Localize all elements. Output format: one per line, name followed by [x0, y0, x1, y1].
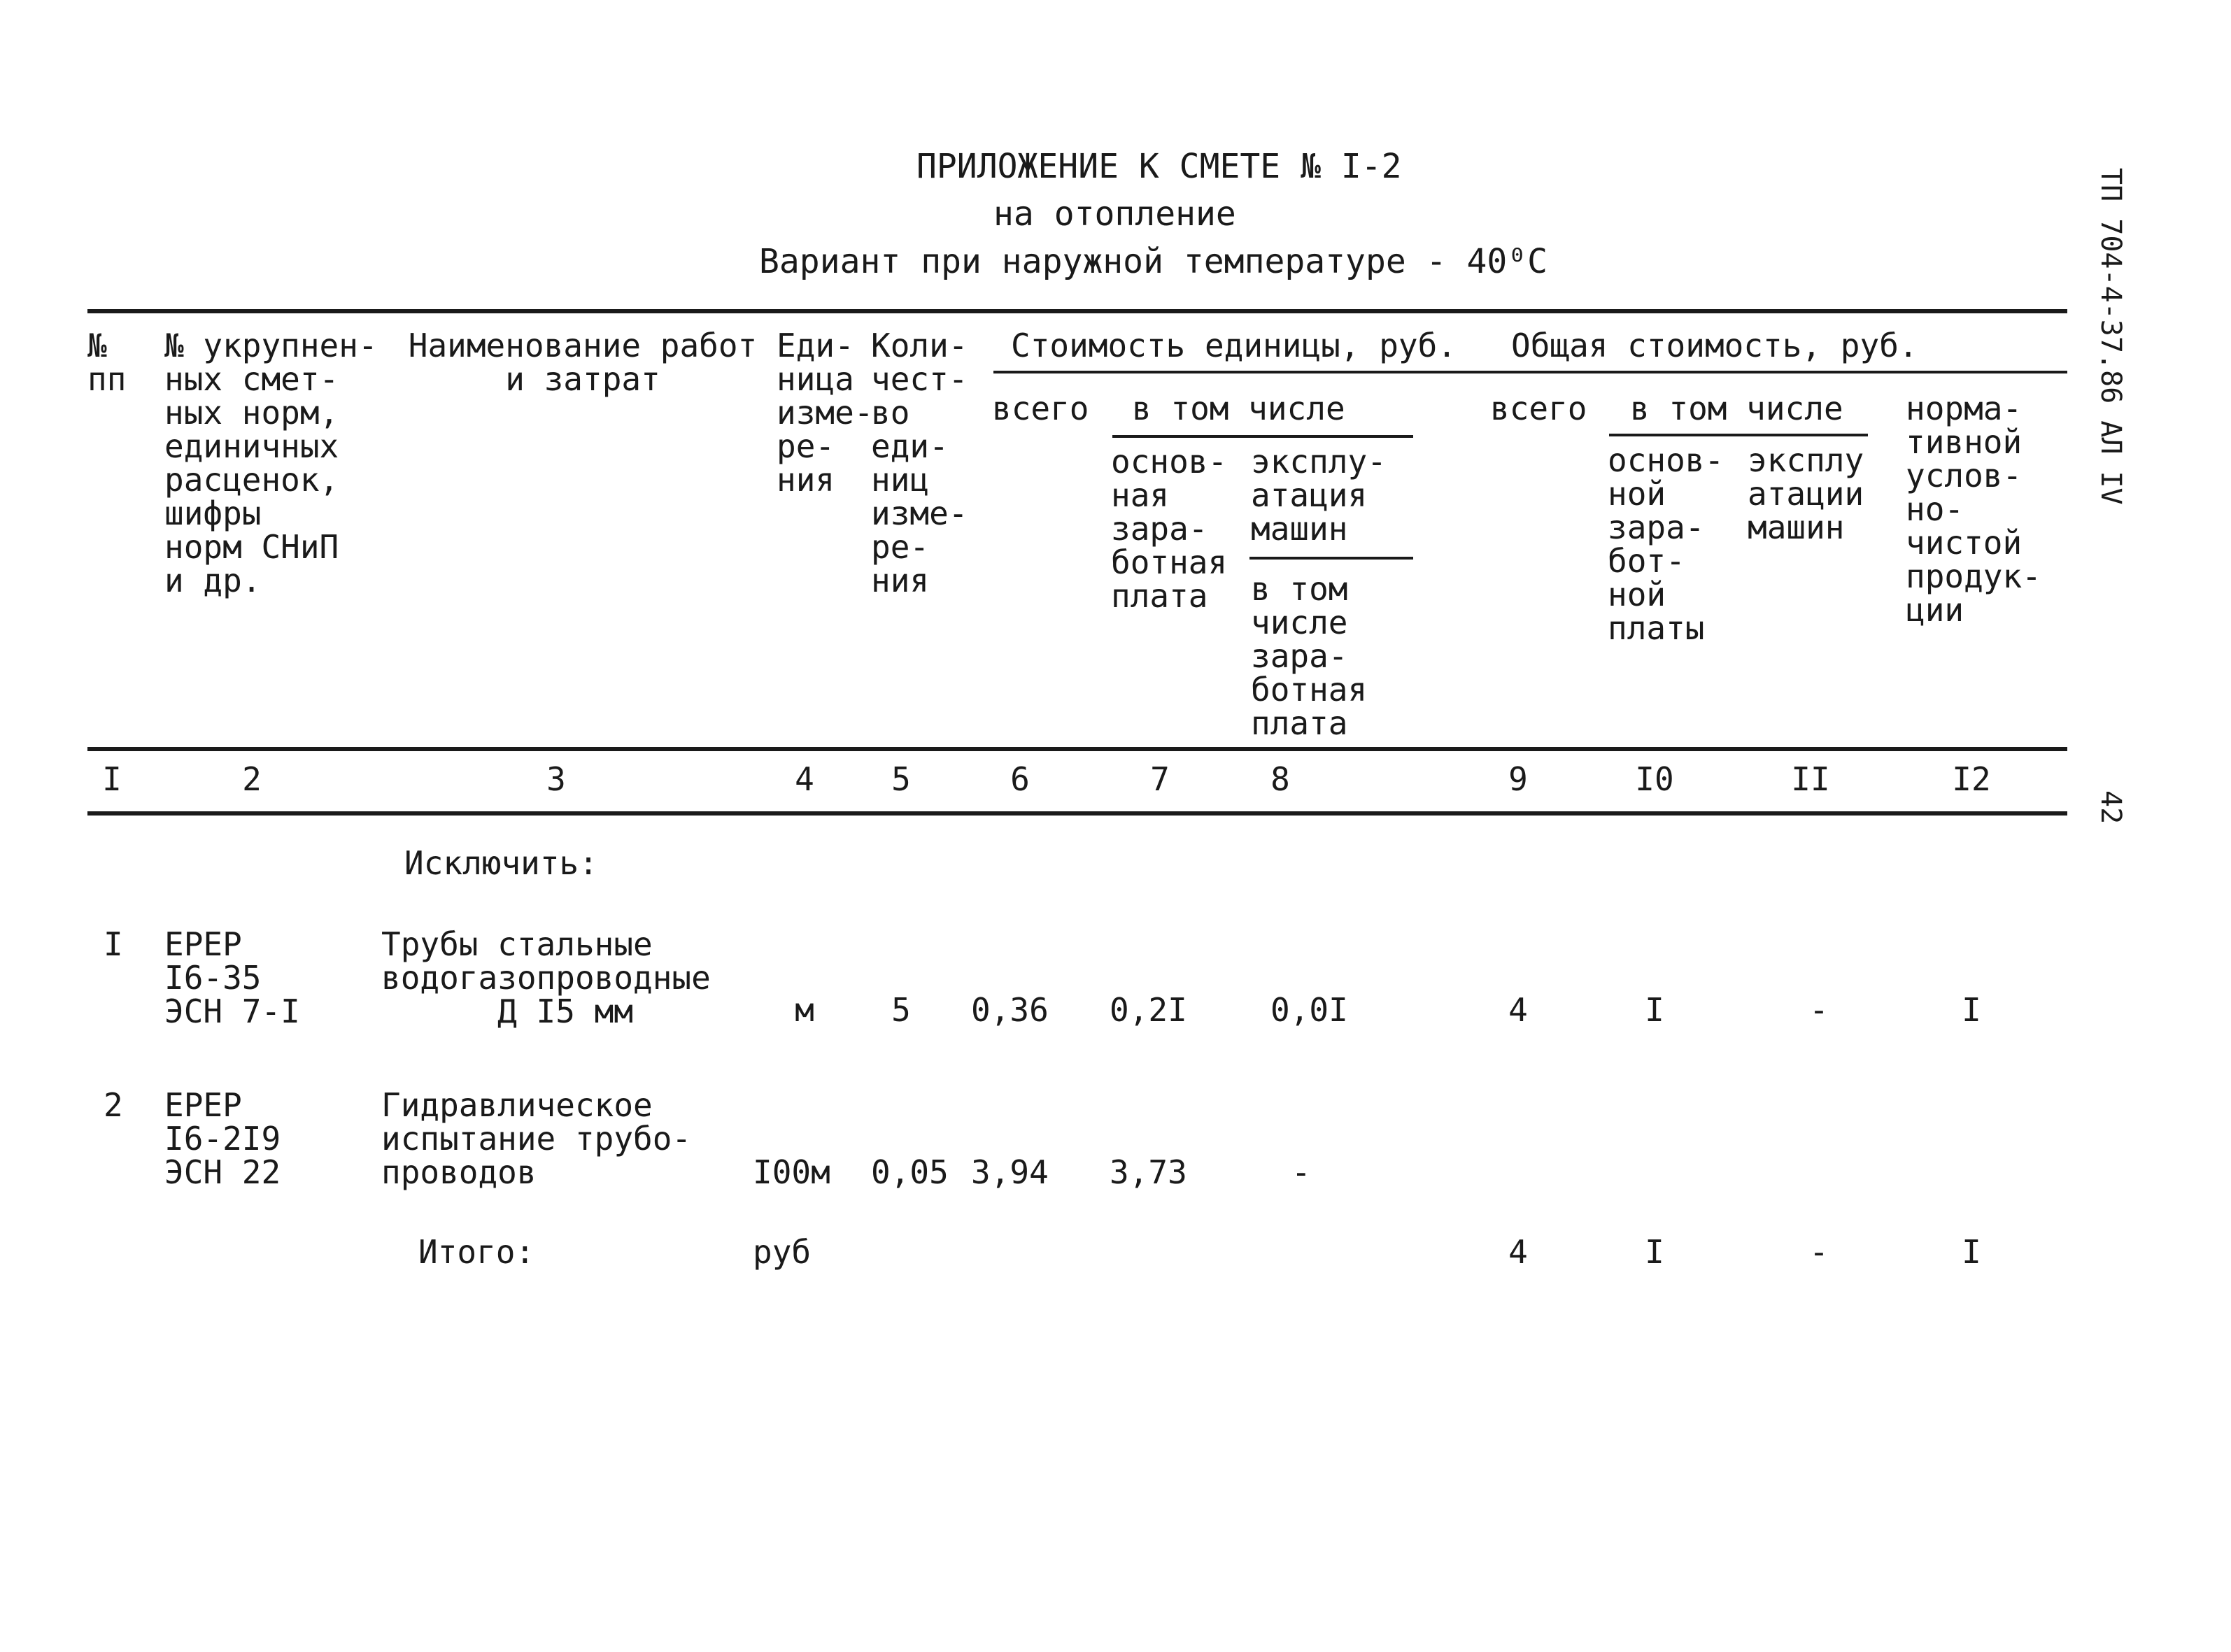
row-2-unit-machines: -: [1291, 1153, 1311, 1191]
machines-sub-rule: [1249, 557, 1413, 560]
total-incl-rule: [1609, 434, 1868, 436]
col-6-header: всего: [992, 390, 1089, 427]
row-1-quantity: 5: [891, 991, 911, 1029]
unit-cost-header: Стоимость единицы, руб.: [1011, 327, 1457, 364]
row-2-unit-wage: 3,73: [1110, 1153, 1187, 1191]
col-number-6: 6: [1010, 760, 1030, 798]
table-top-rule: [87, 309, 2067, 313]
unit-incl-rule: [1112, 435, 1413, 438]
row-1-unit: м: [795, 991, 814, 1029]
numbers-bottom-rule: [87, 811, 2067, 816]
unit-incl-header: в том числе: [1132, 390, 1345, 427]
col-5-header: Коли- чест- во еди- ниц изме- ре- ния: [871, 327, 968, 599]
col-number-3: 3: [546, 760, 566, 798]
total-cost-header: Общая стоимость, руб.: [1511, 327, 1918, 364]
col-4-header: Еди- ница изме- ре- ния: [777, 327, 874, 499]
row-2-number: 2: [104, 1086, 123, 1124]
row-2-code: ЕРЕР I6-2I9 ЭСН 22: [164, 1086, 281, 1191]
header-bottom-rule: [87, 747, 2067, 751]
cost-group-rule: [993, 371, 2067, 373]
col-8-header: эксплу- атация машин: [1251, 443, 1387, 548]
row-1-total-machines: -: [1809, 991, 1829, 1029]
col-9-header: всего: [1490, 390, 1587, 427]
col-number-8: 8: [1270, 760, 1290, 798]
summary-total: 4: [1508, 1233, 1528, 1271]
row-2-name: Гидравлическое испытание трубо- проводов: [381, 1086, 692, 1191]
row-1-unit-machines: 0,0I: [1270, 991, 1348, 1029]
title-line-3: Вариант при наружной температуре - 40⁰С: [759, 242, 1548, 281]
side-code: ТП 704-4-37.86 АЛ IV: [2095, 168, 2127, 505]
row-1-name: Трубы стальные водогазопроводные Д I5 мм: [381, 925, 711, 1030]
col-number-9: 9: [1508, 760, 1528, 798]
col-10-header: основ- ной зара- бот- ной платы: [1608, 441, 1724, 647]
col-number-11: II: [1791, 760, 1830, 798]
col-2-header: № укрупнен- ных смет- ных норм, единичных расценок, шифры норм СНиП и др.: [164, 327, 378, 599]
summary-total-machines: -: [1809, 1233, 1829, 1271]
summary-total-norm: I: [1962, 1233, 1981, 1271]
summary-unit: руб: [753, 1233, 812, 1271]
col-number-4: 4: [795, 760, 814, 798]
side-page-number: 42: [2095, 790, 2127, 825]
title-line-1: ПРИЛОЖЕНИЕ К СМЕТЕ № I-2: [916, 147, 1402, 186]
total-incl-header: в том числе: [1630, 390, 1843, 427]
col-number-1: I: [102, 760, 122, 798]
row-1-total: 4: [1508, 991, 1528, 1029]
summary-label: Итого:: [418, 1233, 535, 1271]
row-1-code: ЕРЕР I6-35 ЭСН 7-I: [164, 925, 300, 1030]
col-12-header: норма- тивной услов- но- чистой продук- ции: [1906, 390, 2041, 629]
col-11-header: эксплу атации машин: [1748, 441, 1864, 546]
col-3-header: Наименование работ и затрат: [408, 327, 758, 398]
row-1-total-wage: I: [1645, 991, 1664, 1029]
section-label: Исключить:: [404, 844, 598, 882]
col-number-12: I2: [1952, 760, 1991, 798]
row-2-quantity: 0,05: [871, 1153, 949, 1191]
row-2-unit-total: 3,94: [971, 1153, 1049, 1191]
col-7-header: основ- ная зара- ботная плата: [1111, 443, 1228, 615]
col-number-7: 7: [1150, 760, 1170, 798]
row-1-unit-wage: 0,2I: [1110, 991, 1187, 1029]
row-1-unit-total: 0,36: [971, 991, 1049, 1029]
row-1-total-norm: I: [1962, 991, 1981, 1029]
row-2-unit: I00м: [753, 1153, 830, 1191]
col-number-10: I0: [1635, 760, 1674, 798]
row-1-number: I: [104, 925, 123, 963]
col-8-sub-header: в том числе зара- ботная плата: [1251, 570, 1368, 742]
title-line-2: на отопление: [993, 194, 1236, 234]
col-number-5: 5: [891, 760, 911, 798]
col-1-header: № пп: [87, 327, 127, 398]
summary-total-wage: I: [1645, 1233, 1664, 1271]
col-number-2: 2: [242, 760, 262, 798]
